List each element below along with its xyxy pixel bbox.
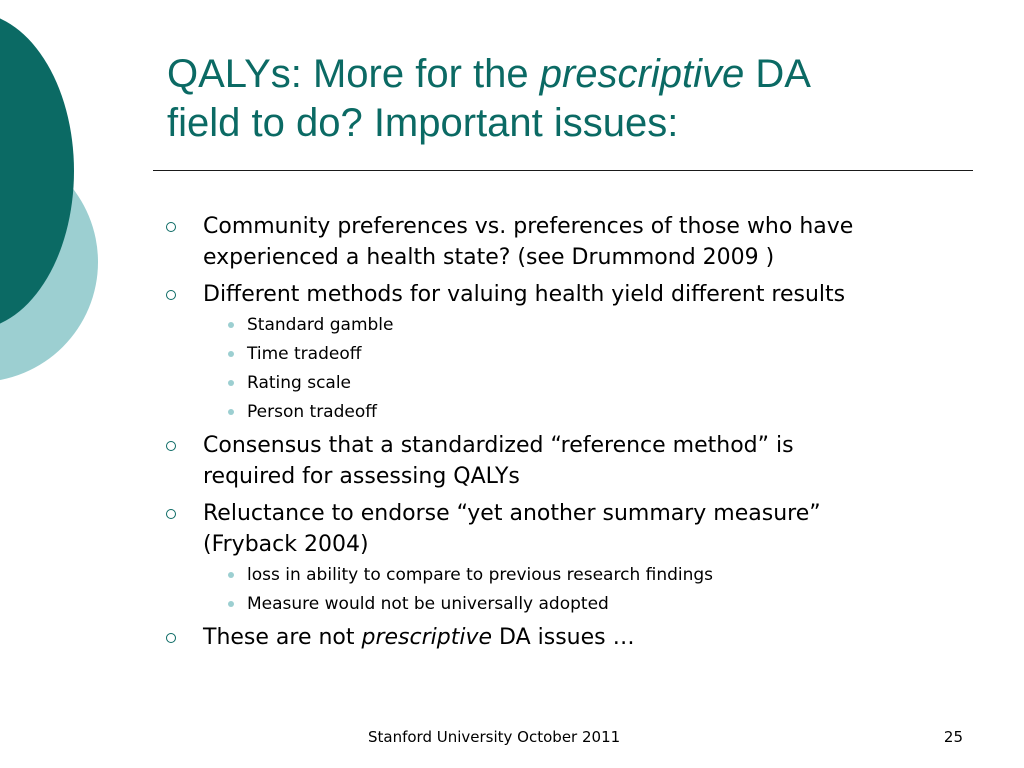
sub-bullet-text: Person tradeoff [247, 402, 377, 422]
bullet-text: Different methods for valuing health yield different results [203, 282, 846, 307]
sub-bullet-text: loss in ability to compare to previous research findings [247, 565, 714, 585]
sub-bullet-text: Time tradeoff [247, 344, 362, 364]
footer-text: Stanford University October 2011 [368, 728, 621, 746]
title-text: QALYs: More for the [167, 52, 540, 96]
title-italic-text: prescriptive [539, 52, 745, 96]
sub-bullet-text: Standard gamble [247, 315, 394, 335]
bullet-text: Consensus that a standardized “reference method” is [203, 433, 794, 458]
bullet-marker [166, 222, 176, 232]
bullet-text-part: DA issues … [492, 625, 635, 650]
sub-bullet-marker [228, 380, 234, 386]
slide-number: 25 [943, 728, 963, 746]
sub-bullet-marker [228, 572, 234, 578]
title-divider [153, 170, 973, 171]
title-line-1 [167, 50, 967, 99]
bullet-text: Reluctance to endorse “yet another summary measure” [203, 501, 821, 526]
title-text-end: DA [744, 52, 811, 96]
slide-title [167, 50, 967, 148]
bullet-text-continued: (Fryback 2004) [203, 532, 369, 557]
bullet-italic-text: prescriptive [361, 625, 493, 650]
sub-bullet-marker [228, 601, 234, 607]
sub-bullet-marker [228, 409, 234, 415]
bullet-marker [166, 509, 176, 519]
sub-bullet-marker [228, 351, 234, 357]
bullet-text-continued: required for assessing QALYs [203, 464, 520, 489]
sub-bullet-text: Measure would not be universally adopted [247, 594, 609, 614]
bullet-text-continued: experienced a health state? (see Drummond 2009 ) [203, 245, 775, 270]
bullet-text: Community preferences vs. preferences of those who have [203, 214, 854, 239]
bullet-marker [166, 633, 176, 643]
sub-bullet-marker [228, 322, 234, 328]
bullet-marker [166, 290, 176, 300]
title-line-2: field to do? Important issues: [167, 101, 679, 145]
bullet-text [203, 622, 635, 653]
sub-bullet-text: Rating scale [247, 373, 352, 393]
bullet-text-part: These are not [203, 625, 362, 650]
bullet-marker [166, 441, 176, 451]
